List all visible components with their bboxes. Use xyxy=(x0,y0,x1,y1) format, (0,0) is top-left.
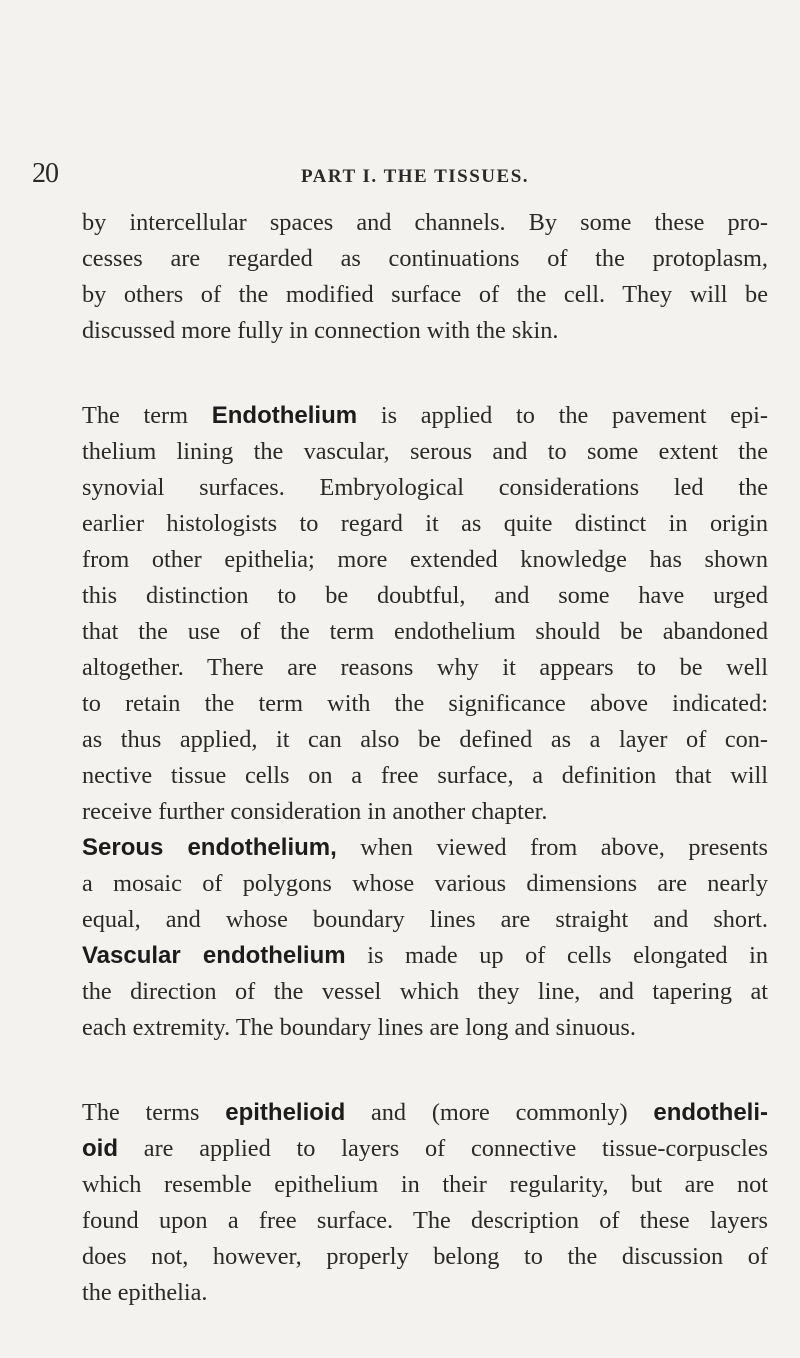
text-run: are applied to layers of connective tissue-corpuscles xyxy=(118,1135,768,1162)
term-endothelioid: endotheli- xyxy=(653,1099,768,1126)
text-line: from other epithelia; more extended knowledge has shown xyxy=(82,546,768,573)
term-vascular-endothelium: Vascular endothelium xyxy=(82,942,346,969)
running-head: PART I. THE TISSUES. xyxy=(300,166,530,187)
text-line: thelium lining the vascular, serous and to some extent the xyxy=(82,438,768,465)
text-run: when viewed from above, presents xyxy=(336,834,768,861)
text-run: The term xyxy=(82,402,212,429)
text-line: found upon a free surface. The description of these layers xyxy=(82,1207,768,1234)
page-number: 20 xyxy=(32,158,58,189)
text-line: nective tissue cells on a free surface, a definition that will xyxy=(82,762,768,789)
text-line: discussed more fully in connection with the skin. xyxy=(82,317,559,344)
text-line: equal, and whose boundary lines are straight and short. xyxy=(82,906,768,933)
text-line: cesses are regarded as continuations of the protoplasm, xyxy=(82,245,768,272)
text-line: this distinction to be doubtful, and some have urged xyxy=(82,582,768,609)
text-run: is made up of cells elongated in xyxy=(345,942,768,969)
text-line xyxy=(82,398,768,434)
text-line: each extremity. The boundary lines are long and sinuous. xyxy=(82,1014,636,1041)
text-line: earlier histologists to regard it as quite distinct in origin xyxy=(82,510,768,537)
text-line xyxy=(82,1131,768,1167)
text-line: the epithelia. xyxy=(82,1279,208,1306)
text-line: by others of the modified surface of the cell. They will be xyxy=(82,281,768,308)
text-line: to retain the term with the significance above indicated: xyxy=(82,690,768,717)
term-endothelioid-cont: oid xyxy=(82,1135,118,1162)
text-line: by intercellular spaces and channels. By some these pro- xyxy=(82,209,768,236)
text-line xyxy=(82,938,768,974)
text-line: receive further consideration in another chapter. xyxy=(82,798,548,825)
text-line xyxy=(82,1095,768,1131)
body-text xyxy=(82,205,768,1311)
text-line: altogether. There are reasons why it appears to be well xyxy=(82,654,768,681)
text-line: that the use of the term endothelium should be abandoned xyxy=(82,618,768,645)
text-line xyxy=(82,830,768,866)
text-line: does not, however, properly belong to the discussion of xyxy=(82,1243,768,1270)
text-line: synovial surfaces. Embryological considerations led the xyxy=(82,474,768,501)
term-endothelium: Endothelium xyxy=(211,402,358,429)
text-run: and (more commonly) xyxy=(345,1099,654,1126)
term-serous-endothelium: Serous endothelium, xyxy=(82,834,337,861)
text-run: The terms xyxy=(82,1099,226,1126)
text-line: the direction of the vessel which they line, and tapering at xyxy=(82,978,768,1005)
text-line: a mosaic of polygons whose various dimensions are nearly xyxy=(82,870,768,897)
text-line: as thus applied, it can also be defined as a layer of con- xyxy=(82,726,768,753)
text-run: is applied to the pavement epi- xyxy=(357,402,768,429)
term-epithelioid: epithelioid xyxy=(225,1099,346,1126)
text-line: which resemble epithelium in their regularity, but are not xyxy=(82,1171,768,1198)
